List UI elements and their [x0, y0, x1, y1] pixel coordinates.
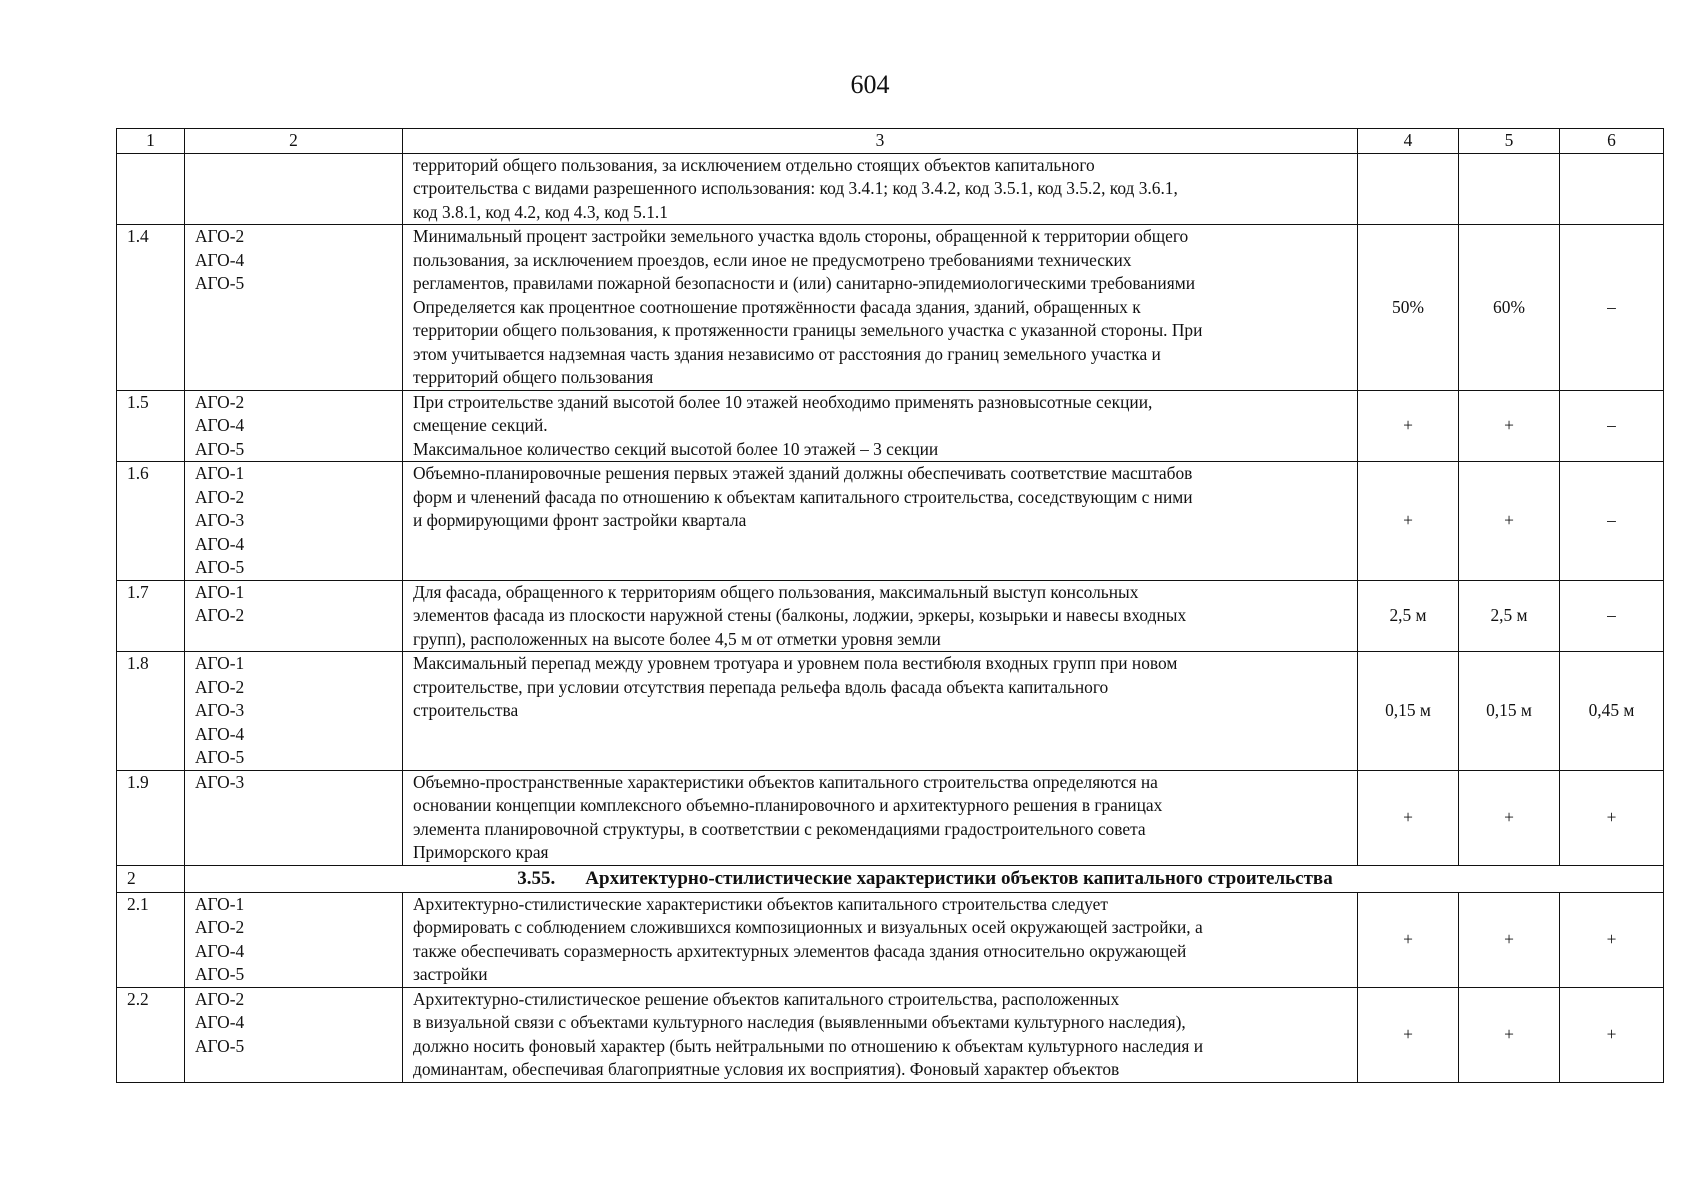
zone-code: АГО-1 — [195, 463, 245, 483]
requirement-text — [403, 892, 1358, 987]
text-line: территории общего пользования, к протяженности границы земельного участка с указанной стороны. При — [413, 320, 1203, 340]
text-line: также обеспечивать соразмерность архитектурных элементов фасада здания относительно окружающей — [413, 940, 1187, 961]
value-v4: + — [1358, 770, 1459, 865]
zone-codes — [185, 652, 403, 771]
zone-code: АГО-5 — [195, 747, 245, 767]
text-line: Приморского края — [413, 842, 549, 862]
value-v5: + — [1459, 770, 1560, 865]
value-v4: + — [1358, 390, 1459, 462]
text-line: должно носить фоновый характер (быть нейтральными по отношению к объектам культурного наследия и — [413, 1035, 1204, 1056]
requirement-text — [403, 770, 1358, 865]
zone-code: АГО-5 — [195, 964, 245, 984]
value-v4 — [1358, 153, 1459, 225]
zone-codes — [185, 580, 403, 652]
text-line: Максимальное количество секций высотой более 10 этажей – 3 секции — [413, 438, 939, 459]
zone-code: АГО-5 — [195, 438, 245, 459]
section-number: 2 — [117, 865, 185, 892]
row-number: 1.5 — [117, 390, 185, 462]
zone-codes — [185, 225, 403, 391]
row-number: 1.6 — [117, 462, 185, 581]
row-number — [117, 153, 185, 225]
text-line: строительстве, при условии отсутствия перепада рельефа вдоль фасада объекта капитального — [413, 676, 1109, 697]
text-line: форм и членений фасада по отношению к объектам капитального строительства, соседствующим с ними — [413, 486, 1193, 507]
table-row — [117, 770, 1664, 865]
zone-code: АГО-4 — [195, 940, 245, 961]
zone-codes — [185, 987, 403, 1082]
header-cell: 1 — [117, 129, 185, 154]
zone-code: АГО-2 — [195, 391, 245, 412]
requirement-text — [403, 987, 1358, 1082]
zone-code: АГО-4 — [195, 533, 245, 554]
header-cell: 4 — [1358, 129, 1459, 154]
value-v4: + — [1358, 892, 1459, 987]
zone-codes — [185, 153, 403, 225]
table-row — [117, 462, 1664, 581]
text-line: и формирующими фронт застройки квартала — [413, 510, 747, 530]
value-v5: + — [1459, 987, 1560, 1082]
zone-code: АГО-1 — [195, 893, 245, 914]
table-header-row — [117, 129, 1664, 154]
zone-code: АГО-3 — [195, 510, 245, 530]
value-v5: 2,5 м — [1459, 580, 1560, 652]
value-v6: + — [1560, 892, 1664, 987]
zone-code: АГО-2 — [195, 676, 245, 697]
value-v5: + — [1459, 390, 1560, 462]
zone-code: АГО-4 — [195, 1012, 245, 1032]
text-line: элементов фасада из плоскости наружной стены (балконы, лоджии, эркеры, козырьки и навесы входных — [413, 605, 1187, 625]
value-v6: + — [1560, 770, 1664, 865]
zone-codes — [185, 770, 403, 865]
table-row — [117, 153, 1664, 225]
zone-code: АГО-2 — [195, 605, 245, 625]
row-number: 2.2 — [117, 987, 185, 1082]
zone-code: АГО-4 — [195, 723, 245, 744]
header-cell: 5 — [1459, 129, 1560, 154]
value-v5: + — [1459, 462, 1560, 581]
text-line: Максимальный перепад между уровнем тротуара и уровнем пола вестибюля входных групп при новом — [413, 653, 1178, 673]
text-line: Архитектурно-стилистические характеристики объектов капитального строительства следует — [413, 893, 1108, 914]
row-number: 1.4 — [117, 225, 185, 391]
value-v5: + — [1459, 892, 1560, 987]
value-v4: 0,15 м — [1358, 652, 1459, 771]
text-line: код 3.8.1, код 4.2, код 4.3, код 5.1.1 — [413, 201, 668, 222]
value-v4: 2,5 м — [1358, 580, 1459, 652]
value-v6: – — [1560, 462, 1664, 581]
zone-code: АГО-2 — [195, 226, 245, 246]
text-line: строительства — [413, 700, 519, 720]
zone-code: АГО-4 — [195, 249, 245, 270]
row-number: 1.8 — [117, 652, 185, 771]
zone-code: АГО-1 — [195, 581, 245, 602]
zone-code: АГО-1 — [195, 653, 245, 673]
requirement-text — [403, 580, 1358, 652]
value-v4: 50% — [1358, 225, 1459, 391]
text-line: Определяется как процентное соотношение протяжённости фасада здания, зданий, обращенных к — [413, 296, 1141, 317]
header-cell: 2 — [185, 129, 403, 154]
requirement-text — [403, 153, 1358, 225]
value-v6: 0,45 м — [1560, 652, 1664, 771]
value-v6 — [1560, 153, 1664, 225]
value-v5: 0,15 м — [1459, 652, 1560, 771]
requirement-text — [403, 652, 1358, 771]
text-line: формировать с соблюдением сложившихся композиционных и визуальных осей окружающей застройки, а — [413, 917, 1203, 937]
text-line: пользования, за исключением проездов, если иное не предусмотрено требованиями технических — [413, 249, 1132, 270]
text-line: регламентов, правилами пожарной безопасности и (или) санитарно-эпидемиологическими требованиями — [413, 273, 1196, 293]
value-v4: + — [1358, 462, 1459, 581]
requirement-text — [403, 390, 1358, 462]
text-line: в визуальной связи с объектами культурного наследия (выявленными объектами культурного наследия), — [413, 1012, 1186, 1032]
section-row — [117, 865, 1664, 892]
section-title-number: 3.55. — [517, 867, 556, 889]
text-line: Минимальный процент застройки земельного участка вдоль стороны, обращенной к территории общего — [413, 226, 1189, 246]
text-line: групп), расположенных на высоте более 4,5 м от отметки уровня земли — [413, 628, 941, 649]
value-v4: + — [1358, 987, 1459, 1082]
text-line: При строительстве зданий высотой более 10 этажей необходимо применять разновысотные секции, — [413, 391, 1153, 412]
text-line: смещение секций. — [413, 415, 548, 435]
zone-code: АГО-2 — [195, 988, 245, 1009]
zone-code: АГО-2 — [195, 917, 245, 937]
text-line: этом учитывается надземная часть здания независимо от расстояния до границ земельного участка и — [413, 343, 1161, 364]
table-row — [117, 390, 1664, 462]
value-v5 — [1459, 153, 1560, 225]
text-line: доминантам, обеспечивая благоприятные условия их восприятия). Фоновый характер объектов — [413, 1059, 1120, 1079]
text-line: Объемно-пространственные характеристики объектов капитального строительства определяются на — [413, 771, 1158, 792]
section-title — [185, 865, 1664, 892]
zone-codes — [185, 892, 403, 987]
value-v5: 60% — [1459, 225, 1560, 391]
text-line: застройки — [413, 964, 488, 984]
section-title-text: Архитектурно-стилистические характеристики объектов капитального строительства — [585, 867, 1333, 889]
text-line: территорий общего пользования — [413, 367, 654, 387]
table-row — [117, 580, 1664, 652]
table-row — [117, 892, 1664, 987]
zone-code: АГО-5 — [195, 273, 245, 293]
requirements-table — [116, 128, 1664, 1083]
value-v6: – — [1560, 580, 1664, 652]
text-line: основании концепции комплексного объемно-планировочного и архитектурного решения в границах — [413, 795, 1163, 815]
table-row — [117, 987, 1664, 1082]
zone-code: АГО-3 — [195, 700, 245, 720]
zone-code: АГО-5 — [195, 557, 245, 577]
text-line: территорий общего пользования, за исключением отдельно стоящих объектов капитального — [413, 154, 1095, 175]
text-line: элемента планировочной структуры, в соответствии с рекомендациями градостроительного совета — [413, 818, 1146, 839]
value-v6: – — [1560, 390, 1664, 462]
text-line: Архитектурно-стилистическое решение объектов капитального строительства, расположенных — [413, 988, 1120, 1009]
row-number: 1.7 — [117, 580, 185, 652]
table-row — [117, 652, 1664, 771]
row-number: 2.1 — [117, 892, 185, 987]
text-line: Для фасада, обращенного к территориям общего пользования, максимальный выступ консольных — [413, 581, 1139, 602]
value-v6: + — [1560, 987, 1664, 1082]
requirement-text — [403, 225, 1358, 391]
table-row — [117, 225, 1664, 391]
text-line: строительства с видами разрешенного использования: код 3.4.1; код 3.4.2, код 3.5.1, код 3.5.2, код 3.6.1, — [413, 178, 1178, 198]
requirement-text — [403, 462, 1358, 581]
zone-code: АГО-5 — [195, 1035, 245, 1056]
row-number: 1.9 — [117, 770, 185, 865]
page-number: 604 — [850, 70, 890, 99]
text-line: Объемно-планировочные решения первых этажей зданий должны обеспечивать соответствие масштабов — [413, 463, 1193, 483]
zone-code: АГО-3 — [195, 771, 245, 792]
zone-code: АГО-2 — [195, 486, 245, 507]
zone-codes — [185, 390, 403, 462]
zone-code: АГО-4 — [195, 415, 245, 435]
value-v6: – — [1560, 225, 1664, 391]
zone-codes — [185, 462, 403, 581]
header-cell: 3 — [403, 129, 1358, 154]
header-cell: 6 — [1560, 129, 1664, 154]
